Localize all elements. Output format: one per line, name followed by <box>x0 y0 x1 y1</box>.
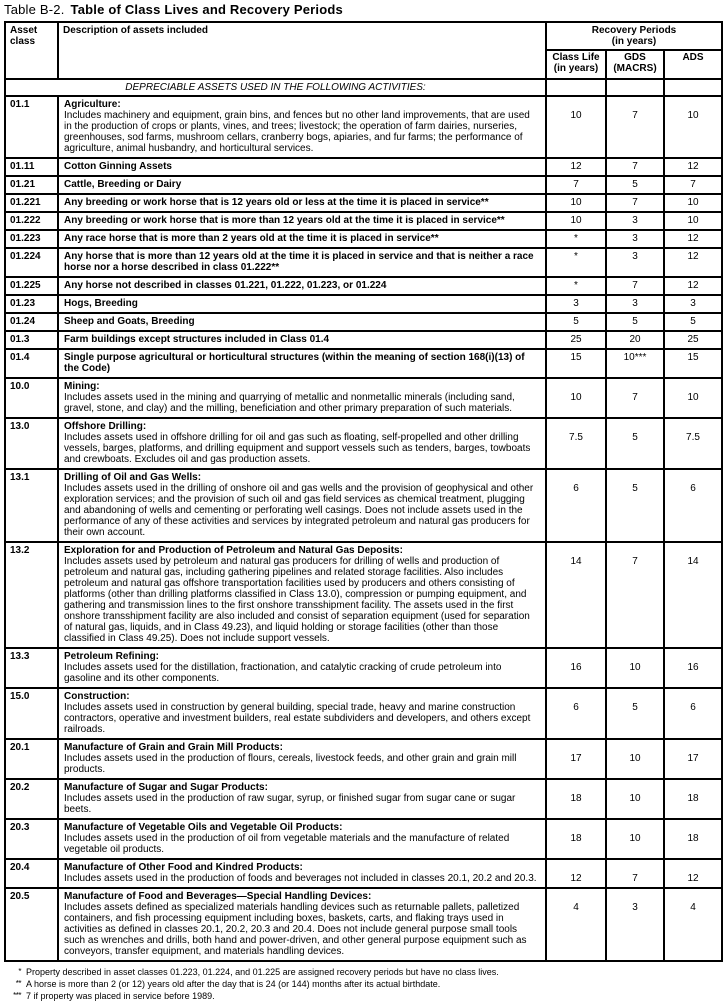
header-description: Description of assets included <box>58 22 546 79</box>
description-cell <box>58 542 546 648</box>
header-recovery-periods: Recovery Periods (in years) <box>546 22 722 50</box>
asset-class-cell: 01.221 <box>5 194 58 212</box>
description-heading: Sheep and Goats, Breeding <box>64 316 195 327</box>
description-cell <box>58 176 546 194</box>
description-body: Includes assets used in construction by general building, special trade, heavy and marine construction contractors, operative and investment builders, real estate subdividers and developers, and others except railroads. <box>64 702 531 735</box>
header-asset-class: Asset class <box>5 22 58 79</box>
gds-cell: 10 <box>606 739 664 779</box>
description-cell <box>58 158 546 176</box>
ads-cell: 10 <box>664 194 722 212</box>
class-life-cell: 18 <box>546 819 606 859</box>
description-cell <box>58 295 546 313</box>
gds-cell: 7 <box>606 277 664 295</box>
asset-class-cell: 20.1 <box>5 739 58 779</box>
class-life-cell: 10 <box>546 96 606 158</box>
gds-cell: 10 <box>606 819 664 859</box>
class-life-cell: 5 <box>546 313 606 331</box>
footnote <box>4 978 722 990</box>
class-life-cell: 16 <box>546 648 606 688</box>
description-cell <box>58 331 546 349</box>
ads-cell: 16 <box>664 648 722 688</box>
description-body: Includes assets used in the production of oil from vegetable materials and the manufacture of related vegetable oil products. <box>64 833 510 855</box>
table-row <box>5 176 722 194</box>
description-body: Includes assets used for the distillation, fractionation, and catalytic cracking of crude petroleum into gasoline and its other components. <box>64 662 502 684</box>
table-row <box>5 648 722 688</box>
table-title: Table of Class Lives and Recovery Periods <box>70 2 343 17</box>
gds-cell: 10 <box>606 779 664 819</box>
asset-class-cell: 13.1 <box>5 469 58 542</box>
description-cell <box>58 230 546 248</box>
description-cell <box>58 859 546 888</box>
description-heading: Any horse that is more than 12 years old at the time it is placed in service and that is neither a race horse nor a horse described in class 01.222** <box>64 251 534 273</box>
description-heading: Any breeding or work horse that is more than 12 years old at the time it is placed in service** <box>64 215 505 226</box>
ads-cell: 12 <box>664 230 722 248</box>
gds-cell: 3 <box>606 888 664 961</box>
footnote <box>4 966 722 978</box>
ads-cell: 15 <box>664 349 722 378</box>
gds-cell: 10 <box>606 648 664 688</box>
description-heading: Mining: <box>64 381 100 392</box>
description-heading: Farm buildings except structures included in Class 01.4 <box>64 334 330 345</box>
ads-cell: 12 <box>664 859 722 888</box>
asset-class-cell: 20.3 <box>5 819 58 859</box>
class-life-cell: * <box>546 248 606 277</box>
asset-class-cell: 01.1 <box>5 96 58 158</box>
description-heading: Agriculture: <box>64 99 121 110</box>
asset-class-cell: 01.11 <box>5 158 58 176</box>
description-cell <box>58 378 546 418</box>
class-life-cell: 25 <box>546 331 606 349</box>
class-life-cell: 12 <box>546 158 606 176</box>
description-cell <box>58 779 546 819</box>
description-cell <box>58 819 546 859</box>
table-row <box>5 313 722 331</box>
class-life-cell: 15 <box>546 349 606 378</box>
asset-class-cell: 01.223 <box>5 230 58 248</box>
class-life-cell: 6 <box>546 469 606 542</box>
class-life-cell: 7.5 <box>546 418 606 469</box>
asset-class-cell: 20.2 <box>5 779 58 819</box>
description-cell <box>58 688 546 739</box>
class-life-cell: 18 <box>546 779 606 819</box>
description-cell <box>58 194 546 212</box>
ads-cell: 12 <box>664 248 722 277</box>
description-cell <box>58 277 546 295</box>
asset-class-cell: 01.225 <box>5 277 58 295</box>
footnote <box>4 990 722 1002</box>
asset-class-cell: 01.3 <box>5 331 58 349</box>
gds-cell: 7 <box>606 194 664 212</box>
gds-cell: 5 <box>606 313 664 331</box>
class-life-cell: * <box>546 230 606 248</box>
description-cell <box>58 888 546 961</box>
gds-cell: 3 <box>606 212 664 230</box>
table-row <box>5 96 722 158</box>
description-cell <box>58 739 546 779</box>
asset-class-cell: 01.21 <box>5 176 58 194</box>
description-cell <box>58 96 546 158</box>
gds-cell: 7 <box>606 542 664 648</box>
description-cell <box>58 212 546 230</box>
description-body: Includes assets used in the mining and quarrying of metallic and nonmetallic minerals (including sand, gravel, stone, and clay) and the milling, beneficiation and other primary preparation of such materials. <box>64 392 515 414</box>
description-cell <box>58 248 546 277</box>
description-heading: Any race horse that is more than 2 years old at the time it is placed in service** <box>64 233 439 244</box>
description-cell <box>58 349 546 378</box>
gds-cell: 7 <box>606 859 664 888</box>
footnote-text: Property described in asset classes 01.223, 01.224, and 01.225 are assigned recovery periods but have no class lives. <box>26 967 499 977</box>
ads-cell: 6 <box>664 469 722 542</box>
ads-cell: 5 <box>664 313 722 331</box>
table-row <box>5 888 722 961</box>
footnote-marker: *** <box>13 991 21 1000</box>
table-row <box>5 469 722 542</box>
description-cell <box>58 648 546 688</box>
header-ads: ADS <box>664 50 722 79</box>
footnote-marker: * <box>18 967 21 976</box>
table-row <box>5 194 722 212</box>
asset-class-cell: 10.0 <box>5 378 58 418</box>
table-row <box>5 859 722 888</box>
ads-cell: 10 <box>664 212 722 230</box>
table-row <box>5 212 722 230</box>
table-row <box>5 779 722 819</box>
gds-cell: 3 <box>606 230 664 248</box>
description-heading: Any breeding or work horse that is 12 years old or less at the time it is placed in service** <box>64 197 489 208</box>
asset-class-cell: 20.5 <box>5 888 58 961</box>
description-heading: Drilling of Oil and Gas Wells: <box>64 472 202 483</box>
gds-cell: 7 <box>606 378 664 418</box>
class-life-cell: 17 <box>546 739 606 779</box>
header-class-life: Class Life (in years) <box>546 50 606 79</box>
ads-cell: 12 <box>664 277 722 295</box>
description-heading: Offshore Drilling: <box>64 421 147 432</box>
table-row <box>5 248 722 277</box>
empty-cell <box>664 79 722 96</box>
footnote-marker: ** <box>15 979 21 988</box>
class-lives-table <box>4 21 723 962</box>
table-row <box>5 819 722 859</box>
ads-cell: 12 <box>664 158 722 176</box>
ads-cell: 6 <box>664 688 722 739</box>
description-heading: Manufacture of Sugar and Sugar Products: <box>64 782 268 793</box>
description-body: Includes assets used in offshore drilling for oil and gas such as floating, self-propelled and other drilling vessels, barges, platforms, and drilling equipment and support vessels such as tenders, barges, towboats and crewboats. Excludes oil and gas production assets. <box>64 432 531 465</box>
table-row <box>5 349 722 378</box>
table-body <box>5 79 722 961</box>
ads-cell: 10 <box>664 378 722 418</box>
table-row <box>5 542 722 648</box>
gds-cell: 20 <box>606 331 664 349</box>
table-row <box>5 418 722 469</box>
gds-cell: 5 <box>606 469 664 542</box>
table-row <box>5 739 722 779</box>
asset-class-cell: 13.2 <box>5 542 58 648</box>
footnotes <box>4 966 722 1002</box>
description-heading: Manufacture of Other Food and Kindred Products: <box>64 862 303 873</box>
table-number: Table B-2. <box>4 2 65 17</box>
header-gds: GDS (MACRS) <box>606 50 664 79</box>
gds-cell: 7 <box>606 158 664 176</box>
description-body: Includes assets defined as specialized materials handling devices such as returnable pallets, palletized containers, and fish processing equipment including boxes, baskets, carts, and flaking trays used in activities as defined in classes 20.1, 20.2, 20.3 and 20.4. Does not include general purpose small tools such as wrenches and drills, both hand and power-driven, and other general purpose equipment such as conveyors, transfer equipment, and materials handling devices. <box>64 902 527 957</box>
section-header-label: DEPRECIABLE ASSETS USED IN THE FOLLOWING ACTIVITIES: <box>5 79 546 96</box>
table-row <box>5 331 722 349</box>
asset-class-cell: 01.24 <box>5 313 58 331</box>
footnote-text: A horse is more than 2 (or 12) years old after the day that is 24 (or 144) months after its actual birthdate. <box>26 979 441 989</box>
page-title <box>4 2 722 18</box>
class-life-cell: * <box>546 277 606 295</box>
table-row <box>5 378 722 418</box>
ads-cell: 7 <box>664 176 722 194</box>
description-heading: Any horse not described in classes 01.221, 01.222, 01.223, or 01.224 <box>64 280 387 291</box>
ads-cell: 25 <box>664 331 722 349</box>
description-heading: Petroleum Refining: <box>64 651 160 662</box>
ads-cell: 17 <box>664 739 722 779</box>
description-heading: Cattle, Breeding or Dairy <box>64 179 182 190</box>
class-life-cell: 3 <box>546 295 606 313</box>
table-row <box>5 295 722 313</box>
description-heading: Manufacture of Vegetable Oils and Vegetable Oil Products: <box>64 822 343 833</box>
asset-class-cell: 13.0 <box>5 418 58 469</box>
gds-cell: 3 <box>606 295 664 313</box>
table-row <box>5 688 722 739</box>
asset-class-cell: 01.23 <box>5 295 58 313</box>
gds-cell: 7 <box>606 96 664 158</box>
description-cell <box>58 469 546 542</box>
asset-class-cell: 20.4 <box>5 859 58 888</box>
class-life-cell: 7 <box>546 176 606 194</box>
gds-cell: 5 <box>606 688 664 739</box>
footnote-text: 7 if property was placed in service before 1989. <box>26 991 215 1001</box>
table-header <box>5 22 722 79</box>
ads-cell: 18 <box>664 779 722 819</box>
empty-cell <box>606 79 664 96</box>
description-body: Includes assets used by petroleum and natural gas producers for drilling of wells and production of petroleum and natural gas, including gathering pipelines and related storage facilities. Also includes petroleum and natural gas offshore transportation facilities used by producers and others consisting of platforms (other than drilling platforms classified in Class 13.0), compression or pumping equipment, and gathering and transmission lines to the first onshore transshipment facility. The assets used in the first onshore transshipment facility are also included and consist of separation equipment (used for separation of natural gas, liquids, and in Class 49.23), and liquid holding or storage facilities (other than those classified in Class 49.25). Does not include support vessels. <box>64 556 530 644</box>
gds-cell: 5 <box>606 418 664 469</box>
asset-class-cell: 01.222 <box>5 212 58 230</box>
ads-cell: 18 <box>664 819 722 859</box>
class-life-cell: 10 <box>546 194 606 212</box>
description-body: Includes machinery and equipment, grain bins, and fences but no other land improvements, that are used in the production of crops or plants, vines, and trees; livestock; the operation of farm dairies, nurseries, greenhouses, sod farms, mushroom cellars, cranberry bogs, apiaries, and fur farms; the performance of agriculture, animal husbandry, and horticultural services. <box>64 110 530 154</box>
class-life-cell: 12 <box>546 859 606 888</box>
description-cell <box>58 313 546 331</box>
description-body: Includes assets used in the drilling of onshore oil and gas wells and the provision of geophysical and other exploration services; and the provision of such oil and gas field services as chemical treatment, plugging and abandoning of wells and cementing or perforating well casings. Does not include assets used in the performance of any of these activities and services by integrated petroleum and natural gas producers for their own account. <box>64 483 534 538</box>
asset-class-cell: 01.4 <box>5 349 58 378</box>
class-life-cell: 10 <box>546 212 606 230</box>
ads-cell: 7.5 <box>664 418 722 469</box>
description-heading: Single purpose agricultural or horticultural structures (within the meaning of section 168(i)(13) of the Code) <box>64 352 525 374</box>
class-life-cell: 10 <box>546 378 606 418</box>
description-heading: Manufacture of Grain and Grain Mill Products: <box>64 742 283 753</box>
description-heading: Cotton Ginning Assets <box>64 161 172 172</box>
ads-cell: 3 <box>664 295 722 313</box>
empty-cell <box>546 79 606 96</box>
asset-class-cell: 01.224 <box>5 248 58 277</box>
ads-cell: 10 <box>664 96 722 158</box>
table-row <box>5 277 722 295</box>
class-life-cell: 14 <box>546 542 606 648</box>
section-header-row <box>5 79 722 96</box>
description-cell <box>58 418 546 469</box>
description-heading: Construction: <box>64 691 130 702</box>
class-life-cell: 6 <box>546 688 606 739</box>
table-row <box>5 158 722 176</box>
description-heading: Hogs, Breeding <box>64 298 138 309</box>
ads-cell: 14 <box>664 542 722 648</box>
gds-cell: 3 <box>606 248 664 277</box>
description-heading: Exploration for and Production of Petroleum and Natural Gas Deposits: <box>64 545 403 556</box>
gds-cell: 10*** <box>606 349 664 378</box>
asset-class-cell: 13.3 <box>5 648 58 688</box>
class-life-cell: 4 <box>546 888 606 961</box>
description-body: Includes assets used in the production of foods and beverages not included in classes 20.1, 20.2 and 20.3. <box>64 873 537 884</box>
table-row <box>5 230 722 248</box>
asset-class-cell: 15.0 <box>5 688 58 739</box>
description-body: Includes assets used in the production of raw sugar, syrup, or finished sugar from sugar cane or sugar beets. <box>64 793 516 815</box>
description-heading: Manufacture of Food and Beverages—Special Handling Devices: <box>64 891 372 902</box>
gds-cell: 5 <box>606 176 664 194</box>
description-body: Includes assets used in the production of flours, cereals, livestock feeds, and other grain and grain mill products. <box>64 753 517 775</box>
ads-cell: 4 <box>664 888 722 961</box>
